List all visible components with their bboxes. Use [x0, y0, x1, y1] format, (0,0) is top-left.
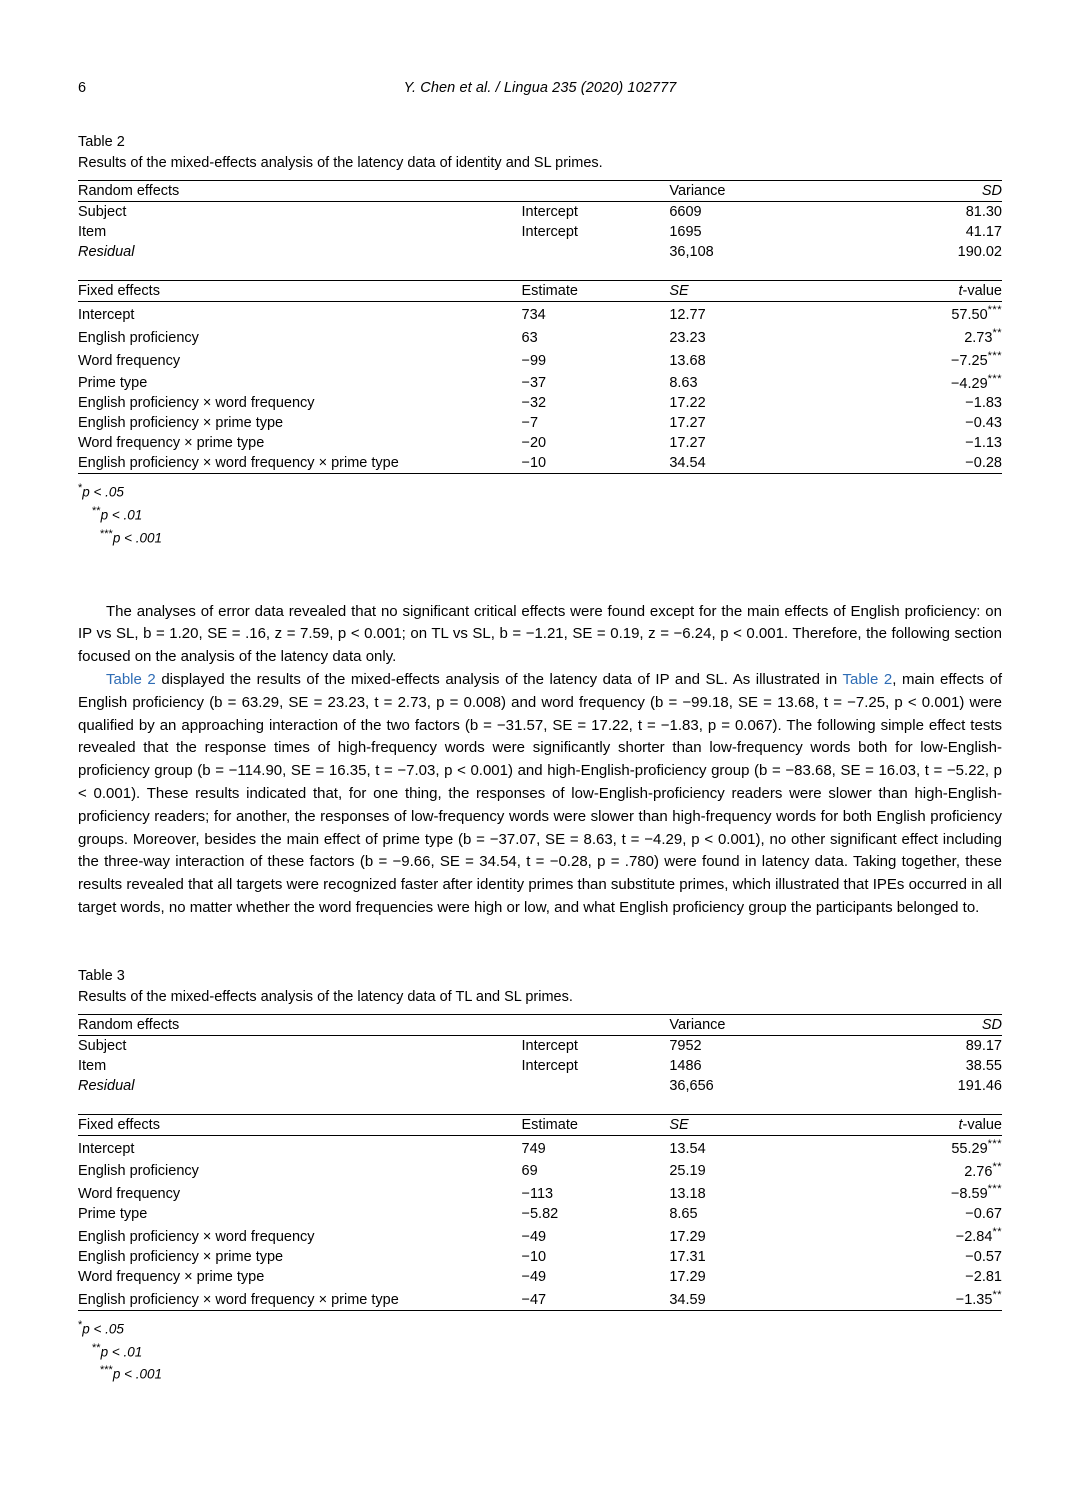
row-estimate: −113 [521, 1186, 554, 1203]
row-effect: Residual [78, 244, 135, 261]
note-text: p < .001 [112, 1366, 163, 1382]
significance-note [92, 1340, 1002, 1363]
table-row [78, 433, 1002, 453]
row-variance: 36,108 [669, 244, 714, 261]
table-2-block [78, 132, 1002, 549]
row-se: 12.77 [669, 306, 706, 323]
row-t-value: 55.29*** [951, 1137, 1002, 1157]
row-effect: English proficiency × word frequency × prime type [78, 453, 522, 474]
row-t-value: −0.57 [965, 1249, 1002, 1266]
note-stars: * [78, 1318, 83, 1331]
significance-note [78, 480, 1002, 503]
table-row [78, 393, 1002, 413]
row-estimate: −49 [521, 1229, 547, 1246]
row-t-value: −1.13 [965, 435, 1002, 452]
row-t-value: −8.59*** [950, 1183, 1002, 1203]
col-t-value: t-value [873, 1114, 1002, 1135]
row-term: Intercept [521, 1037, 578, 1054]
row-variance: 1486 [669, 1057, 702, 1074]
row-sd: 38.55 [965, 1057, 1002, 1074]
col-blank [522, 1014, 670, 1035]
row-term: Intercept [521, 224, 578, 241]
fixed-effects-header [78, 281, 1002, 302]
row-effect: Residual [78, 1077, 135, 1094]
note-text: p < .05 [82, 1321, 124, 1337]
row-variance: 6609 [669, 204, 702, 221]
table-row [78, 1056, 1002, 1076]
table-row [78, 325, 1002, 348]
row-estimate: −5.82 [521, 1206, 559, 1223]
row-estimate: −47 [522, 1287, 670, 1310]
row-effect: Prime type [78, 1206, 148, 1223]
row-effect: Subject [78, 1037, 127, 1054]
row-effect: Word frequency [78, 352, 181, 369]
row-estimate: −7 [521, 415, 539, 432]
row-se: 17.22 [669, 395, 706, 412]
row-se: 25.19 [669, 1163, 706, 1180]
row-estimate: −37 [521, 375, 547, 392]
row-effect: Intercept [78, 306, 135, 323]
paragraph-1: The analyses of error data revealed that no significant critical effects were found except for the main effects of English proficiency: on IP vs SL, b = 1.20, SE = .16, z = 7.59, p < 0.001; on TL vs SL, b = −1.21, SE = 0.19, z = −6.24, p < 0.001. Therefore, the following section focused on the analysis of the latency data only. [78, 602, 1002, 666]
col-estimate: Estimate [522, 281, 670, 302]
row-variance: 1695 [669, 224, 702, 241]
table-row [78, 1267, 1002, 1287]
random-effects-header [78, 1014, 1002, 1035]
row-term [522, 1076, 670, 1096]
running-head [78, 80, 1002, 96]
row-sd: 41.17 [965, 224, 1002, 241]
row-se: 13.54 [669, 1140, 706, 1157]
significance-note [92, 503, 1002, 526]
note-stars: *** [100, 527, 113, 540]
row-t-value: −2.81 [965, 1269, 1002, 1286]
col-random-effects: Random effects [78, 181, 522, 202]
note-stars: * [78, 482, 83, 495]
row-effect: English proficiency × word frequency [78, 395, 315, 412]
row-sd: 191.46 [957, 1077, 1002, 1094]
row-se: 34.54 [669, 453, 872, 474]
row-estimate: −49 [521, 1269, 547, 1286]
row-se: 8.63 [669, 375, 698, 392]
row-variance: 7952 [669, 1037, 702, 1054]
row-sd: 81.30 [965, 204, 1002, 221]
row-term [522, 242, 670, 262]
row-se: 8.65 [669, 1206, 698, 1223]
row-estimate: −20 [521, 435, 547, 452]
row-estimate: 749 [521, 1140, 546, 1157]
row-effect: English proficiency × prime type [78, 415, 284, 432]
row-se: 17.29 [669, 1229, 706, 1246]
table-row [78, 242, 1002, 262]
row-effect: Item [78, 224, 107, 241]
significance-note [100, 1362, 1002, 1385]
col-fixed-effects: Fixed effects [78, 1114, 522, 1135]
table-row [78, 1247, 1002, 1267]
row-t-value: −1.83 [965, 395, 1002, 412]
note-stars: ** [92, 505, 101, 518]
row-effect: Word frequency × prime type [78, 1269, 265, 1286]
table-row [78, 222, 1002, 242]
journal-citation: Y. Chen et al. / Lingua 235 (2020) 102777 [403, 80, 677, 96]
row-t-value: −0.28 [873, 453, 1002, 474]
row-t-value: −1.35** [873, 1287, 1002, 1310]
col-se: SE [669, 1114, 872, 1135]
col-fixed-effects: Fixed effects [78, 281, 522, 302]
row-estimate: 734 [521, 306, 546, 323]
table-row [78, 1135, 1002, 1158]
col-sd: SD [873, 181, 1002, 202]
table-2-label: Table 2 [78, 134, 125, 150]
row-se: 17.31 [669, 1249, 706, 1266]
row-t-value: −4.29*** [950, 372, 1002, 392]
col-variance: Variance [669, 181, 872, 202]
note-text: p < .01 [100, 1344, 143, 1360]
row-effect: Item [78, 1057, 107, 1074]
row-effect: Prime type [78, 375, 148, 392]
row-term: Intercept [521, 204, 578, 221]
row-effect: English proficiency × prime type [78, 1249, 284, 1266]
table-2-link-1[interactable]: Table 2 [106, 670, 156, 688]
table-row [78, 1204, 1002, 1224]
table-2-link-2[interactable]: Table 2 [842, 670, 893, 688]
row-se: 23.23 [669, 329, 706, 346]
table-row [78, 1287, 1002, 1310]
row-se: 13.18 [669, 1186, 706, 1203]
table-2-caption: Results of the mixed-effects analysis of the latency data of identity and SL primes. [78, 155, 603, 172]
row-effect: Word frequency × prime type [78, 435, 265, 452]
row-effect: Intercept [78, 1140, 135, 1157]
row-t-value: −0.67 [965, 1206, 1002, 1223]
row-effect: English proficiency [78, 1163, 199, 1180]
col-estimate: Estimate [522, 1114, 670, 1135]
table-3-block [78, 966, 1002, 1385]
table-row [78, 453, 1002, 474]
note-stars: ** [92, 1341, 101, 1354]
table-row [78, 348, 1002, 371]
table-row [78, 1224, 1002, 1247]
row-effect: Subject [78, 204, 127, 221]
table-row [78, 302, 1002, 325]
row-effect: English proficiency × word frequency [78, 1229, 315, 1246]
table-row [78, 1035, 1002, 1056]
table-row [78, 371, 1002, 394]
col-se: SE [669, 281, 872, 302]
row-estimate: −32 [521, 395, 547, 412]
row-se: 17.29 [669, 1269, 706, 1286]
row-variance: 36,656 [669, 1077, 714, 1094]
row-se: 17.27 [669, 435, 706, 452]
row-effect: English proficiency × word frequency × prime type [78, 1287, 522, 1310]
row-estimate: −99 [521, 352, 547, 369]
table-3 [78, 1014, 1002, 1311]
note-text: p < .001 [112, 530, 163, 546]
row-effect: English proficiency [78, 329, 199, 346]
col-variance: Variance [669, 1014, 872, 1035]
col-t-value: t-value [873, 281, 1002, 302]
fixed-effects-header [78, 1114, 1002, 1135]
row-t-value: −7.25*** [950, 349, 1002, 369]
random-effects-header [78, 181, 1002, 202]
table-3-caption: Results of the mixed-effects analysis of the latency data of TL and SL primes. [78, 988, 573, 1005]
row-sd: 190.02 [957, 244, 1002, 261]
row-se: 17.27 [669, 415, 706, 432]
row-t-value: 57.50*** [951, 304, 1002, 323]
table-row [78, 1076, 1002, 1096]
page-number: 6 [78, 80, 87, 96]
row-se: 13.68 [669, 352, 706, 369]
row-term: Intercept [521, 1057, 578, 1074]
table-row [78, 202, 1002, 223]
table-row [78, 1181, 1002, 1204]
col-random-effects: Random effects [78, 1014, 522, 1035]
table-2-notes [78, 480, 1002, 548]
row-se: 34.59 [669, 1287, 872, 1310]
note-text: p < .01 [100, 507, 143, 523]
note-text: p < .05 [82, 484, 124, 500]
row-sd: 89.17 [965, 1037, 1002, 1054]
paragraph-2-mid: displayed the results of the mixed-effects analysis of the latency data of IP and SL. As illustrated in [155, 670, 843, 688]
row-estimate: 63 [521, 329, 538, 346]
row-estimate: 69 [521, 1163, 538, 1180]
row-t-value: −0.43 [965, 415, 1002, 432]
col-sd: SD [873, 1014, 1002, 1035]
row-t-value: 2.73** [964, 326, 1002, 346]
note-stars: *** [100, 1364, 113, 1377]
significance-note [100, 526, 1002, 549]
table-3-label: Table 3 [78, 967, 125, 984]
row-t-value: −2.84** [955, 1226, 1002, 1246]
row-estimate: −10 [522, 453, 670, 474]
table-3-notes [78, 1317, 1002, 1385]
row-estimate: −10 [521, 1249, 547, 1266]
table-row [78, 413, 1002, 433]
table-row [78, 1159, 1002, 1182]
table-2 [78, 180, 1002, 474]
col-blank [522, 181, 670, 202]
body-text [78, 601, 1002, 920]
paragraph-2-rest: , main effects of English proficiency (b = 63.29, SE = 23.23, t = 2.73, p = 0.008) and word frequency (b = −99.18, SE = 13.68, t = −7.25, p < 0.001) were qualified by an approaching interaction of the two factors (b = −31.57, SE = 17.22, t = −1.83, p = 0.067). The following simple effect tests revealed that the response times of high-frequency words were significantly shorter than low-frequency words both for low-English-proficiency group (b = −114.90, SE = 16.35, t = −7.03, p < 0.001) and high-English-proficiency group (b = −83.68, SE = 16.03, t = −5.22, p < 0.001). These results indicated that, for one thing, the responses of low-English-proficiency readers were slower than high-English-proficiency readers; for another, the responses of low-frequency words were slower than high-frequency words for both English proficiency groups. Moreover, besides the main effect of prime type (b = −37.07, SE = 8.63, t = −4.29, p < 0.001), no other significant effect including the three-way interaction of these factors (b = −9.66, SE = 34.54, t = −0.28, p = .780) were found in latency data. Taking together, these results revealed that all targets were recognized faster after identity primes than substitute primes, which illustrated that IPEs occurred in all target words, no matter whether the word frequencies were high or low, and what English proficiency group the participants belonged to. [78, 670, 1003, 916]
significance-note [78, 1317, 1002, 1340]
row-effect: Word frequency [78, 1186, 181, 1203]
row-t-value: 2.76** [964, 1160, 1002, 1180]
paragraph-2 [78, 669, 1002, 920]
